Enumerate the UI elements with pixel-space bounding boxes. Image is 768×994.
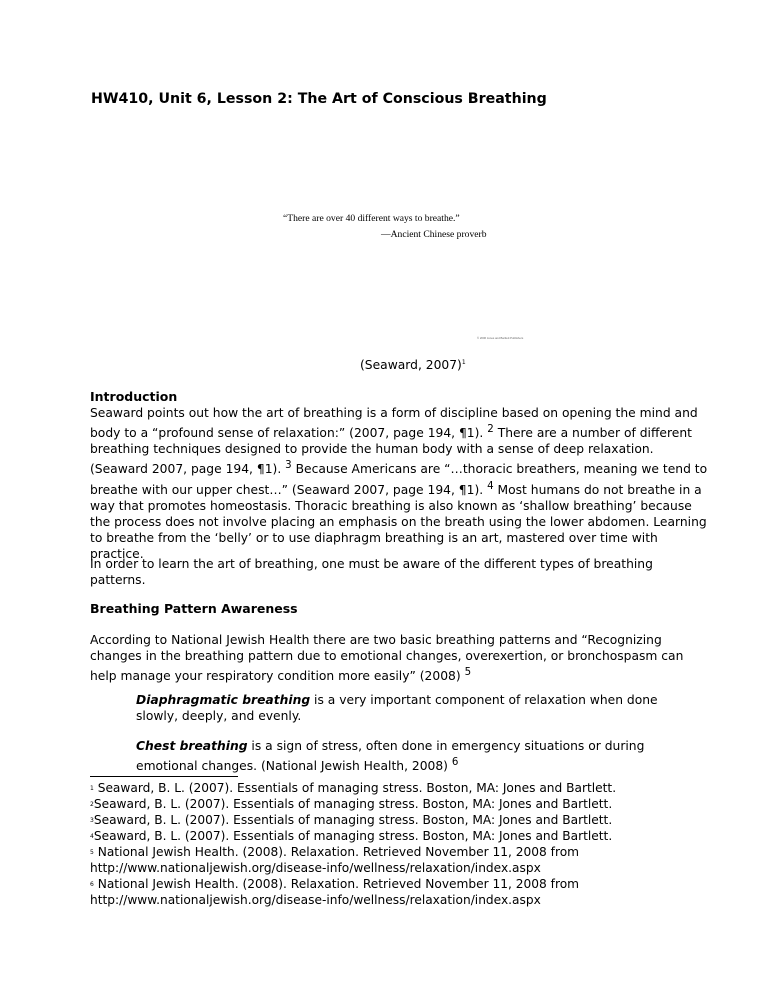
footnote-ref-3: 3 bbox=[285, 459, 292, 472]
awareness-heading: Breathing Pattern Awareness bbox=[90, 601, 298, 616]
footnote-5-url[interactable]: http://www.nationaljewish.org/disease-info/wellness/relaxation/index.aspx bbox=[90, 861, 541, 875]
footnote-1: $^1$ Seaward, B. L. (2007). Essentials of managing stress. Boston, MA: Jones and Bartlett. bbox=[90, 781, 617, 795]
footnote-2: $^2$Seaward, B. L. (2007). Essentials of managing stress. Boston, MA: Jones and Bartlett. bbox=[90, 797, 613, 811]
chest-text: is a sign of stress, often done in emergency situations or during emotional changes. (National Jewish Health, 2008) bbox=[136, 739, 645, 774]
footnote-ref-4: 4 bbox=[487, 479, 494, 492]
footnote-ref-6: 6 bbox=[451, 756, 459, 769]
intro-text-b: There are a number of different breathing techniques designed to provide the human body with a sense of deep relaxation. (Seaward 2007, page 194, ¶1). bbox=[90, 426, 692, 477]
citation-text: (Seaward, 2007) bbox=[360, 358, 462, 372]
citation-ref: 1 bbox=[461, 359, 466, 366]
footnote-5: $^5$ National Jewish Health. (2008). Relaxation. Retrieved November 11, 2008 from bbox=[90, 845, 580, 859]
footnote-6-url[interactable]: http://www.nationaljewish.org/disease-info/wellness/relaxation/index.aspx bbox=[90, 893, 541, 907]
intro-text-d: Most humans do not breathe in a way that promotes homeostasis. Thoracic breathing is also known as ‘shallow breathing’ because the process does not involve placing an emphasis on the breath using the lower abdomen. Learning to breathe from the ‘belly’ or to use diaphragm breathing is an art, mastered over time with practice. bbox=[90, 482, 707, 562]
copyright-watermark: © 2006 Jones and Bartlett Publishers bbox=[477, 336, 524, 340]
diaphragmatic-term: Diaphragmatic breathing bbox=[136, 693, 311, 707]
footnote-4: $^4$Seaward, B. L. (2007). Essentials of managing stress. Boston, MA: Jones and Bartlett. bbox=[90, 829, 613, 843]
footnote-ref-5: 5 bbox=[464, 666, 472, 679]
intro-text-a: Seaward points out how the art of breathing is a form of discipline based on opening the mind and body to a “profound sense of relaxation:” (2007, page 194, ¶1). bbox=[90, 406, 698, 441]
page-title: HW410, Unit 6, Lesson 2: The Art of Conscious Breathing bbox=[91, 91, 547, 107]
footnote-3: $^3$Seaward, B. L. (2007). Essentials of managing stress. Boston, MA: Jones and Bartlett. bbox=[90, 813, 613, 827]
intro-text-c: Because Americans are “…thoracic breathers, meaning we tend to breathe with our upper chest…” (Seaward 2007, page 194, ¶1). bbox=[90, 462, 708, 497]
quote-attribution: —Ancient Chinese proverb bbox=[381, 229, 487, 240]
quote-text: “There are over 40 different ways to breathe.” bbox=[283, 213, 460, 224]
introduction-paragraph-2: In order to learn the art of breathing, one must be aware of the different types of breathing patterns. bbox=[90, 557, 653, 588]
footnote-divider bbox=[90, 776, 238, 777]
introduction-heading: Introduction bbox=[90, 389, 178, 404]
awareness-text: According to National Jewish Health there are two basic breathing patterns and “Recognizing changes in the breathing pattern due to emotional changes, overexertion, or bronchospasm can help manage your respiratory condition more easily” (2008) bbox=[90, 633, 684, 684]
figure-citation bbox=[360, 358, 466, 372]
chest-term: Chest breathing bbox=[136, 739, 248, 753]
awareness-paragraph bbox=[90, 632, 710, 684]
footnote-6: $^6$ National Jewish Health. (2008). Relaxation. Retrieved November 11, 2008 from bbox=[90, 877, 580, 891]
chest-paragraph bbox=[136, 738, 696, 774]
introduction-paragraph bbox=[90, 405, 710, 562]
footnote-ref-2: 2 bbox=[487, 423, 494, 436]
diaphragmatic-text: is a very important component of relaxation when done slowly, deeply, and evenly. bbox=[136, 693, 658, 724]
diaphragmatic-paragraph bbox=[136, 692, 696, 724]
